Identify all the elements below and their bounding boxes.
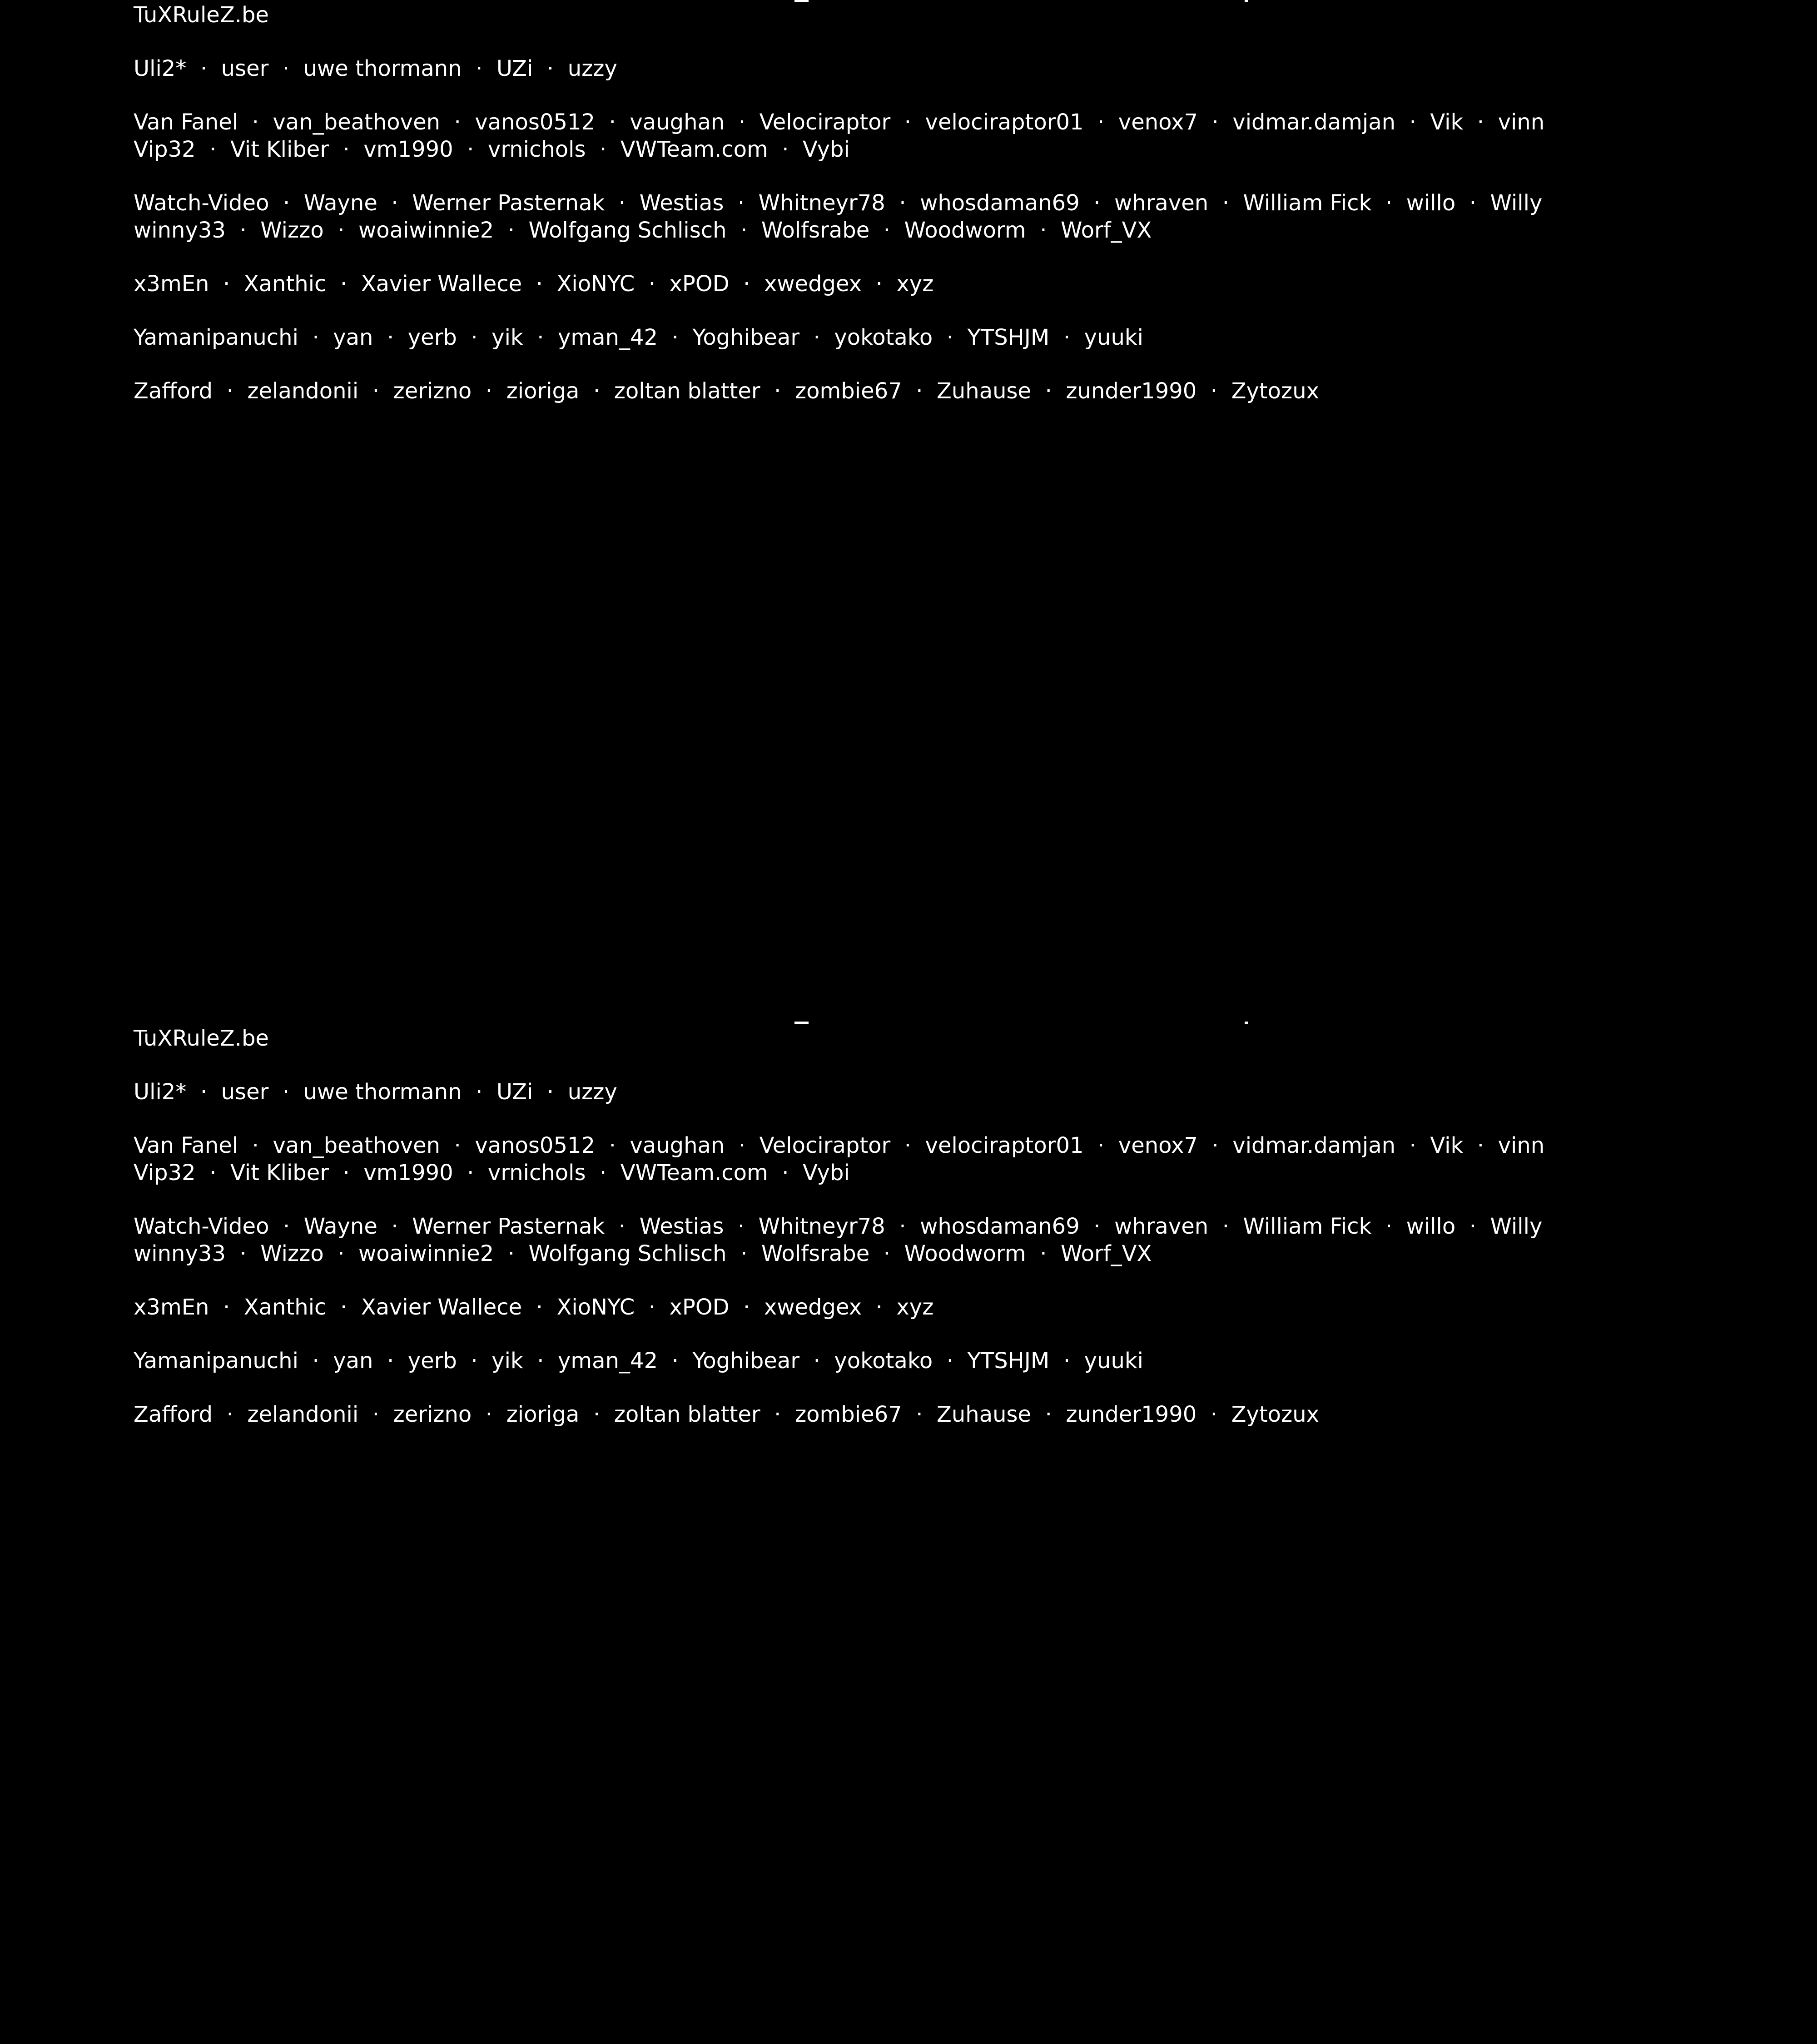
credits-paragraph — [134, 1401, 1751, 1428]
credits-paragraph — [134, 1213, 1751, 1267]
credits-paragraph — [134, 1347, 1751, 1374]
credits-block-top — [134, 1, 1751, 431]
credits-line: winny33 · Wizzo · woaiwinnie2 · Wolfgang Schlisch · Wolfsrabe · Woodworm · Worf_VX — [134, 218, 1152, 243]
clipped-text-underscore-fragment — [794, 1022, 809, 1024]
credits-paragraph — [134, 1, 1751, 29]
clipped-text-period-fragment — [1245, 1022, 1248, 1024]
credits-line: Uli2* · user · uwe thormann · UZi · uzzy — [134, 56, 617, 81]
credits-line: Van Fanel · van_beathoven · vanos0512 · vaughan · Velociraptor · velociraptor01 · venox7 · vidmar.damjan · Vik · vinn — [134, 1133, 1545, 1158]
credits-line: Zafford · zelandonii · zerizno · zioriga · zoltan blatter · zombie67 · Zuhause · zunder1990 · Zytozux — [134, 1402, 1320, 1427]
credits-line: x3mEn · Xanthic · Xavier Wallece · XioNYC · xPOD · xwedgex · xyz — [134, 271, 934, 297]
credits-block-bottom — [134, 1025, 1751, 1454]
credits-line: Uli2* · user · uwe thormann · UZi · uzzy — [134, 1079, 617, 1105]
credits-paragraph — [134, 109, 1751, 163]
credits-line: TuXRuleZ.be — [134, 2, 269, 28]
credits-line: TuXRuleZ.be — [134, 1026, 269, 1051]
credits-line: winny33 · Wizzo · woaiwinnie2 · Wolfgang Schlisch · Wolfsrabe · Woodworm · Worf_VX — [134, 1241, 1152, 1266]
credits-paragraph — [134, 1294, 1751, 1321]
credits-paragraph — [134, 1132, 1751, 1186]
credits-line: Watch-Video · Wayne · Werner Pasternak · Westias · Whitneyr78 · whosdaman69 · whraven · William Fick · willo · Willy — [134, 1214, 1543, 1239]
credits-line: Zafford · zelandonii · zerizno · zioriga · zoltan blatter · zombie67 · Zuhause · zunder1990 · Zytozux — [134, 378, 1320, 404]
credits-line: Watch-Video · Wayne · Werner Pasternak · Westias · Whitneyr78 · whosdaman69 · whraven · William Fick · willo · Willy — [134, 190, 1543, 216]
credits-paragraph — [134, 1025, 1751, 1052]
credits-paragraph — [134, 270, 1751, 298]
credits-paragraph — [134, 189, 1751, 244]
credits-line: Vip32 · Vit Kliber · vm1990 · vrnichols · VWTeam.com · Vybi — [134, 137, 850, 162]
credits-line: Van Fanel · van_beathoven · vanos0512 · vaughan · Velociraptor · velociraptor01 · venox7 · vidmar.damjan · Vik · vinn — [134, 109, 1545, 135]
credits-paragraph — [134, 324, 1751, 351]
credits-line: Yamanipanuchi · yan · yerb · yik · yman_42 · Yoghibear · yokotako · YTSHJM · yuuki — [134, 325, 1143, 350]
credits-paragraph — [134, 55, 1751, 82]
credits-paragraph — [134, 1078, 1751, 1106]
credits-line: x3mEn · Xanthic · Xavier Wallece · XioNYC · xPOD · xwedgex · xyz — [134, 1295, 934, 1320]
credits-paragraph — [134, 377, 1751, 405]
credits-line: Vip32 · Vit Kliber · vm1990 · vrnichols · VWTeam.com · Vybi — [134, 1160, 850, 1186]
credits-line: Yamanipanuchi · yan · yerb · yik · yman_42 · Yoghibear · yokotako · YTSHJM · yuuki — [134, 1348, 1143, 1374]
